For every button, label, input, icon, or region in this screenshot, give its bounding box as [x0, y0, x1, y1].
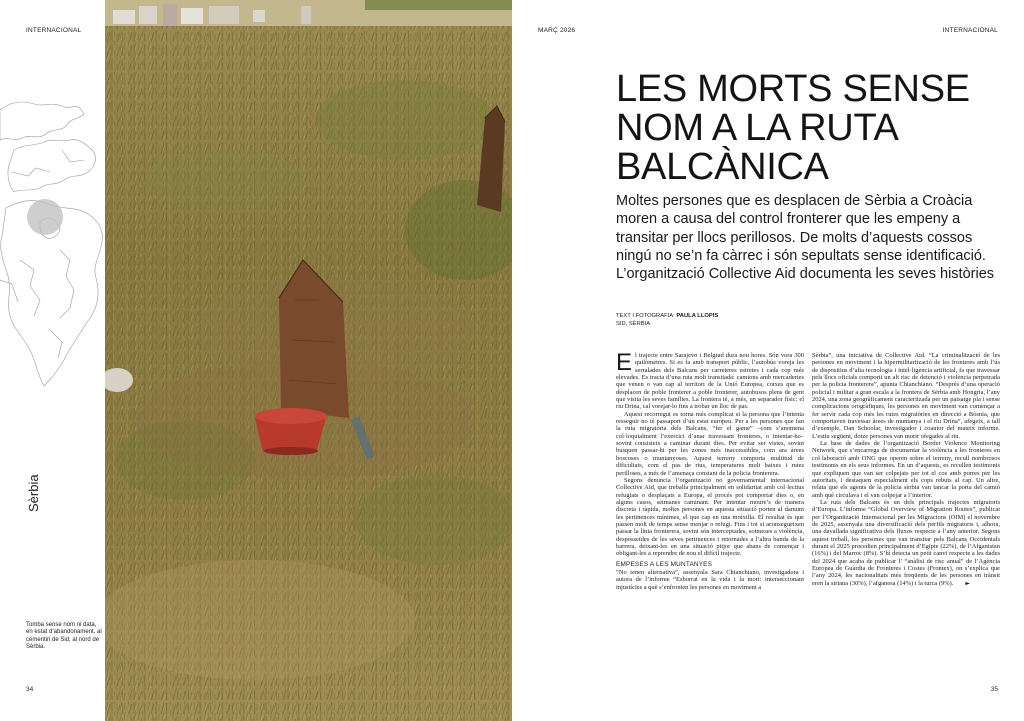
- author-name: PAULA LLOPIS: [676, 313, 719, 319]
- grave-photo: [105, 0, 512, 721]
- paragraph: “No tenen alternativa”, assenyala Sara Chianchiano, investigadora i autora de l’informe “Esborrat en la vida i la mort: interseccionant injustícies a què s’enfronten les persones en moviment a: [616, 568, 804, 591]
- end-mark-icon: ►: [965, 579, 971, 587]
- paragraph-text: La ruta dels Balcans és un dels principals trajectes migratoris d’Europa. L’informe “Global Overview of Migration Routes”, publicat per l’Organització Internacional per les Migracions (OIM) el novembre de 2025, assenyala una diversificació dels perfils migratoris i, alhora, una davallada significativa dels fluxos respecte a l’any anterior. Segons aquest treball, les persones que van transitar pels Balcans Occidentals durant el 2025 procedien principalment d’Egipte (22%), de l’Afganistan (16%) i del Marroc (8%). S’hi detecta un petit canvi respecte a les dades del 2024 que acaba de publicar l’ “anàlisi de risc anual” de l’Agència Europea de Guàrdia de Fronteres i Costes (Frontex), on s’explica que l’any 2024, les nacionalitats més freqüents de les persones en trànsit eren la siriana (30%), l’afganesa (14%) i la turca (9%).: [812, 498, 1000, 587]
- paragraph: [616, 349, 804, 411]
- article-credit: [616, 312, 718, 328]
- paragraph: [812, 499, 1000, 587]
- section-label-left: INTERNACIONAL: [26, 27, 82, 34]
- article-headline: LES MORTS SENSE NOM A LA RUTA BALCÀNICA: [616, 68, 970, 188]
- article-column-2: [812, 352, 1000, 587]
- country-label: Sèrbia: [26, 474, 41, 512]
- world-map-icon: [0, 80, 105, 400]
- section-label-right: INTERNACIONAL: [942, 27, 998, 34]
- dateline-location: SID, SÈRBIA: [616, 321, 651, 327]
- article-column-1: [616, 349, 804, 591]
- paragraph: La base de dades de l’organització Border Violence Monitoring Network, que s’encarrega de documentar la violència a les fronteres en col·laboració amb ONG que operen sobre el terreny, recull nombrosos testimonis en els seus informes. En un d’aquests, es recullen testimonis que expliquen que van ser colpejats per tot el cos amb porres per les autoritats, i destaquen especialment els cops rebuts al cap. Un altre, relata que els agents de la policia sèrbia van tancar la porta del camió amb què circulava i el van colpejar a l’interior.: [812, 440, 1000, 499]
- paragraph: Aquest recorregut es torna més complicat si la persona que l’intenta resseguir no té passaport d’un estat europeu. Per a les persones que fan la ruta migratòria dels Balcans, “fer el game” –com s’anomena col·loquialment l’exercici d’anar travessant fronteres, o intentar-ho– sovint consisteix a caminar durant dies. Per evitar ser vistes, sovint busquen passar-hi per les zones més inaccessibles, com ara àrees boscoses o muntanyoses. Aquest terreny comporta multitud de dificultats, com el pas de rius, temperatures molt baixes i rutes perilloses, a més de l’amenaça constant de la policia fronterera.: [616, 410, 804, 477]
- photo-caption: Tomba sense nom ni data, en estat d’abandonament, al cementiri de Sid, al nord de Sèrbia.: [26, 622, 102, 651]
- page-number-right: 35: [990, 686, 998, 693]
- section-subhead: EMPESES A LES MUNTANYES: [616, 560, 713, 568]
- paragraph-text: l trajecte entre Sarajevo i Belgrad dura nou hores. Són vora 300 quilòmetres. Si es fa amb transport públic, l’autobús voreja les serralades dels Balcans per carreteres estretes i cada cop més elevades. Es tracta d’una ruta molt transitada: camions amb mercaderies que venen o van cap al territori de la Unió Europea, cotxes que es desplacen de poble fronterer a poble fronterer, autobusos plens de gent que visita les seves famílies. La frontera té, a més, un separador físic: el riu Drina, cal vorejar-lo fins a trobar un lloc de pas.: [616, 352, 804, 411]
- right-page: [512, 0, 1024, 721]
- page-number-left: 34: [26, 686, 34, 693]
- drop-cap: E: [616, 349, 633, 376]
- credit-prefix: TEXT I FOTOGRAFIA:: [616, 313, 677, 319]
- paragraph: Sèrbia”, una iniciativa de Collective Aid. “La criminalització de les persones en moviment i la hipermilitarització de les fronteres amb l’ús de dispositius d’alta tecnologia i intel·ligència artificial, fa que travessar pels llocs oficials comporti un alt risc de detenció i violència perpetrada per la policia fronterera”, apunta Chianchiano. “Després d’una operació policial i militar a gran escala a la frontera de Sèrbia amb Hongria, l’any 2024, una zona geogràficament caracteritzada per un paisatge pla i sense complicacions orogràfiques, les persones en moviment van començar a fer servir cada cop més les rutes migratòries en direcció a Bòsnia, que comportaven travessar àrees de muntanya i el riu Drina”, afegeix, a tall d’exemple, Dan Schoolar, investigador i coautor del mateix informe. L’estiu següent, dotze persones van morir ofegades al riu.: [812, 352, 1000, 440]
- article-standfirst: Moltes persones que es desplacen de Sèrbia a Croàcia moren a causa del control fronterer que les empeny a transitar per llocs perillosos. De molts d’aquests cossos ningú no se’n fa càrrec i són sepultats sense identificació. L’organització Collective Aid documenta les seves històries: [616, 193, 995, 283]
- issue-date: MARÇ 2026: [538, 27, 576, 34]
- serbia-highlight: [27, 199, 63, 235]
- paragraph: Segons denuncia l’organització no governamental internacional Collective Aid, que treballa principalment en solidaritat amb col·lectius refugiats o desplaçats a Europa, el procés pot comportar dies o, en alguns casos, setmanes caminant. Per intentar moure’s de manera discreta i ràpida, moltes persones en aquesta situació porten al damunt les pertinences mínimes, el que cap en una motxilla. El resultat és que passen molt de temps sense menjar o refugi. Fins i tot si aconsegueixen passar la línia fronterera, sovint són interceptades, sotmeses a violència, desposseïdes de les seves pertinences i retornades a l’altra banda de la barrera, deixant-les en una situació pitjor que abans de començar i obligant-les a reprendre de nou el difícil trajecte.: [616, 476, 804, 558]
